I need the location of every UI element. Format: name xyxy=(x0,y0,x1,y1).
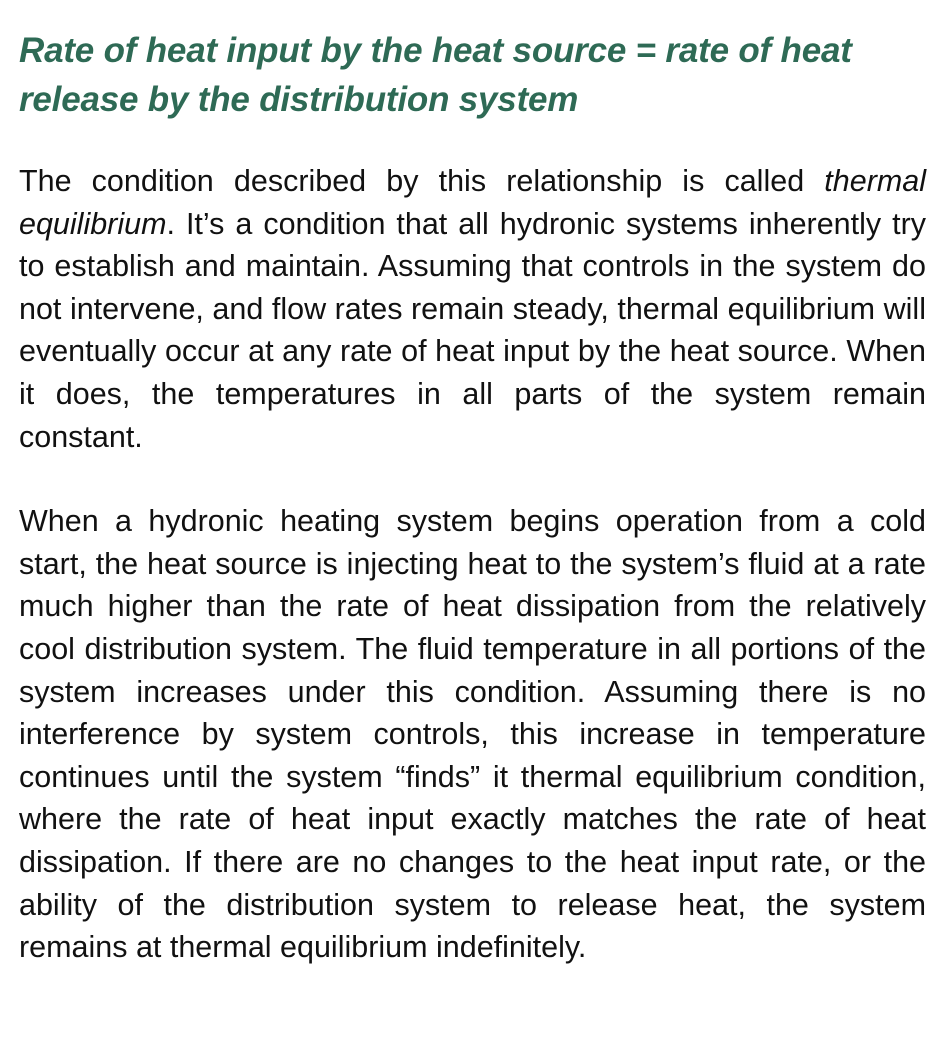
paragraph-cold-start: When a hydronic heating system begins operation from a cold start, the heat source is injecting heat to the system’s fluid at a rate much higher than the rate of heat dissipation from the relatively cool distribution system. The fluid temperature in all portions of the system increases under this condition. Assuming there is no interference by system controls, this increase in temperature continues until the system “finds” it thermal equilibrium condition, where the rate of heat input exactly matches the rate of heat dissipation. If there are no changes to the heat input rate, or the ability of the distribution system to release heat, the system remains at thermal equilibrium indefinitely. xyxy=(19,504,926,965)
paragraph-thermal-equilibrium-definition xyxy=(19,160,926,458)
emphasized-term: thermal equilibrium xyxy=(19,164,926,241)
section-heading: Rate of heat input by the heat source = rate of heat release by the distribution system xyxy=(19,31,852,119)
paragraph-rest-text: . It’s a condition that all hydronic systems inherently try to establish and maintain. Assuming that controls in the system do not intervene, and flow rates remain steady, thermal equilibrium will eventually occur at any rate of heat input by the heat source. When it does, the temperatures in all parts of the system remain constant. xyxy=(19,206,926,454)
paragraph-intro-text: The condition described by this relationship is called xyxy=(19,164,805,198)
